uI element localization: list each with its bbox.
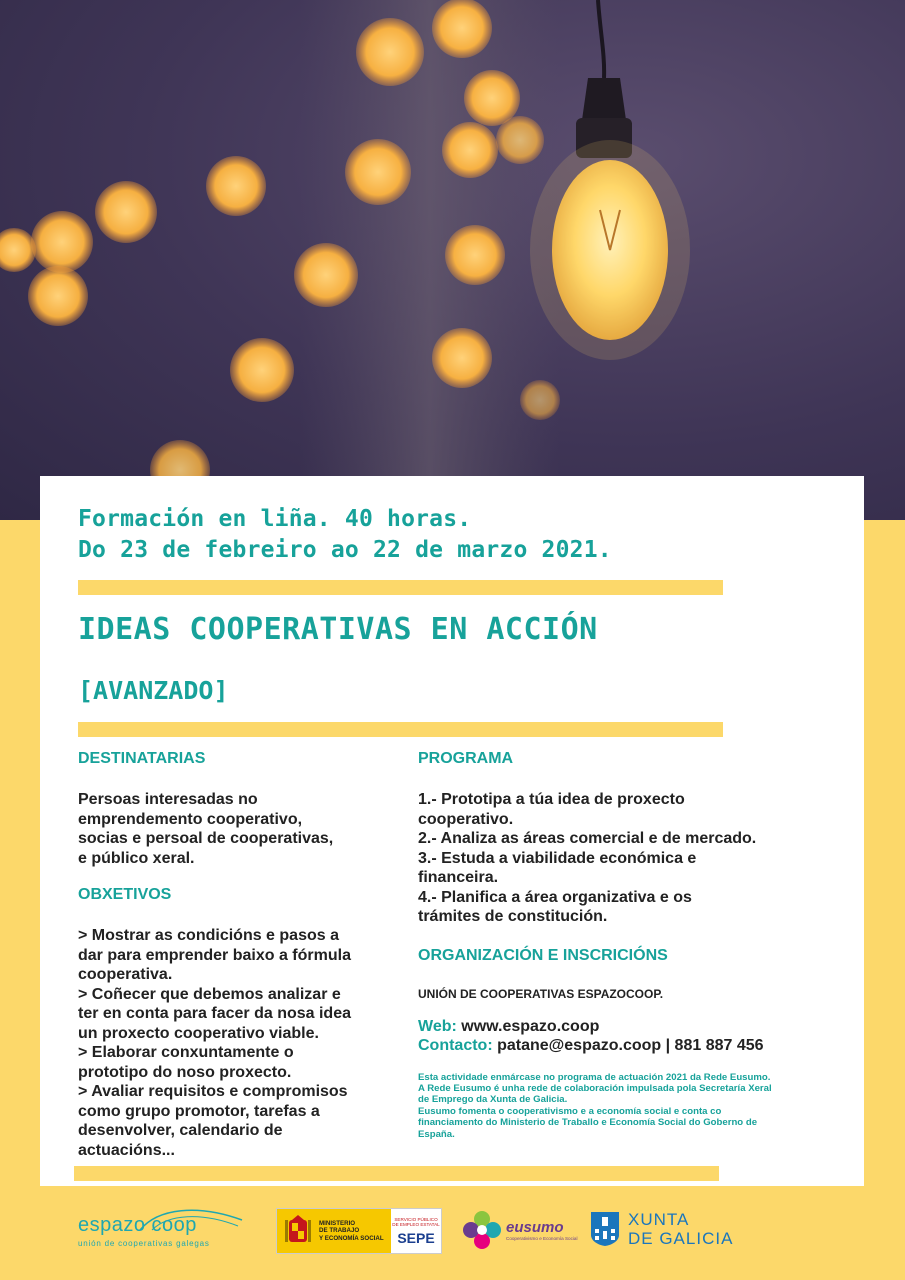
content-card (40, 476, 864, 1186)
text-line: > Mostrar as condicións e pasos a (78, 927, 339, 944)
text-line: un proxecto cooperativo viable. (78, 1024, 319, 1042)
footnote-line: financiamento do Ministerio de Traballo e Economía Social do Goberno de (418, 1117, 758, 1129)
footnote-line: España. (418, 1128, 455, 1140)
organization-name: UNIÓN DE COOPERATIVAS ESPAZOCOOP. (418, 986, 664, 1001)
text-line: cooperativa. (78, 966, 173, 983)
text-line: prototipo do noso proxecto. (78, 1063, 292, 1081)
divider-bar (78, 580, 723, 595)
text-line: desenvolver, calendario de (78, 1122, 283, 1139)
xunta-line: DE GALICIA (628, 1229, 734, 1248)
espazocoop-logo (78, 1214, 210, 1248)
xunta-line: XUNTA (628, 1210, 690, 1229)
obxetivos-text (78, 926, 438, 1160)
divider-bar (74, 1166, 719, 1181)
text-line: trámites de constitución. (418, 908, 608, 925)
footnote-line: Eusumo fomenta o cooperativismo e a economía social e conta co (418, 1105, 722, 1117)
course-level: [AVANZADO] (78, 676, 229, 705)
contact-block (418, 1017, 838, 1056)
course-info (78, 504, 612, 566)
ministerio-line: DE TRABAJO (319, 1227, 360, 1235)
swoosh-icon (138, 1204, 248, 1234)
text-line: dar para emprender baixo a fórmula (78, 946, 351, 964)
espazo-tagline: unión de cooperativas galegas (78, 1239, 210, 1248)
text-line: socias e persoal de cooperativas, (78, 830, 334, 847)
text-line: 4.- Planifica a área organizativa e os (418, 888, 692, 906)
eusumo-flower-icon (462, 1210, 502, 1250)
footnote-line: Esta actividade enmárcase no programa de actuación 2021 da Rede Eusumo. (418, 1071, 771, 1083)
text-line: > Avaliar requisitos e compromisos (78, 1083, 348, 1100)
text-line: 3.- Estuda a viabilidade económica e (418, 849, 697, 867)
eusumo-logo (462, 1210, 578, 1250)
text-line: > Elaborar conxuntamente o (78, 1044, 294, 1061)
sponsor-logos (0, 1196, 905, 1266)
course-dates: Do 23 de febreiro ao 22 de marzo 2021. (78, 537, 612, 563)
left-column (78, 750, 438, 1160)
footnote-line: A Rede Eusumo é unha rede de colaboración impulsada pola Secretaría Xeral (418, 1082, 772, 1094)
right-column (418, 750, 838, 1140)
sepe-line: SERVICIO PÚBLICO (394, 1216, 438, 1222)
course-format: Formación en liña. 40 horas. (78, 506, 472, 532)
organizacion-heading: ORGANIZACIÓN E INSCRICIÓNS (418, 946, 668, 964)
sepe-wordmark: SEPE (397, 1229, 435, 1246)
eusumo-tagline: Cooperativismo e Economía Social (506, 1236, 578, 1241)
contact-label: Contacto: (418, 1037, 493, 1054)
lightbulb-bokeh-illustration (0, 0, 905, 520)
text-line: > Coñecer que debemos analizar e (78, 985, 341, 1003)
destinatarias-text (78, 790, 438, 868)
web-link[interactable]: www.espazo.coop (461, 1017, 600, 1035)
text-line: ter en conta para facer da nosa idea (78, 1005, 351, 1022)
text-line: como grupo promotor, tarefas a (78, 1102, 320, 1120)
galicia-shield-icon (590, 1211, 620, 1247)
xunta-galicia-logo (590, 1210, 733, 1248)
text-line: Persoas interesadas no (78, 791, 258, 808)
text-line: e público xeral. (78, 849, 195, 867)
obxetivos-heading: OBXETIVOS (78, 886, 172, 903)
spain-crest-icon (283, 1214, 313, 1248)
text-line: cooperativo. (418, 810, 514, 828)
hero-image (0, 0, 905, 520)
web-label: Web: (418, 1017, 457, 1035)
text-line: 2.- Analiza as áreas comercial e de mercado. (418, 830, 757, 847)
text-line: emprendemento cooperativo, (78, 810, 303, 828)
destinatarias-heading: DESTINATARIAS (78, 750, 206, 767)
eusumo-wordmark: eusumo (506, 1219, 564, 1236)
sepe-line: DE EMPLEO ESTATAL (392, 1222, 440, 1227)
programa-heading: PROGRAMA (418, 750, 514, 767)
ministerio-sepe-logo (276, 1208, 442, 1254)
ministerio-line: MINISTERIO (319, 1219, 356, 1227)
programa-text (418, 790, 838, 927)
text-line: financeira. (418, 869, 499, 886)
text-line: 1.- Prototipa a túa idea de proxecto (418, 791, 685, 808)
text-line: actuacións... (78, 1141, 175, 1159)
contact-info[interactable]: patane@espazo.coop | 881 887 456 (497, 1037, 764, 1054)
espazo-brand: espazo coop (78, 1214, 197, 1236)
ministerio-line: Y ECONOMÍA SOCIAL (319, 1234, 384, 1242)
footnote-line: de Emprego da Xunta de Galicia. (418, 1094, 568, 1106)
footnote (418, 1072, 838, 1140)
divider-bar (78, 722, 723, 737)
page-title: IDEAS COOPERATIVAS EN ACCIÓN (78, 612, 598, 647)
